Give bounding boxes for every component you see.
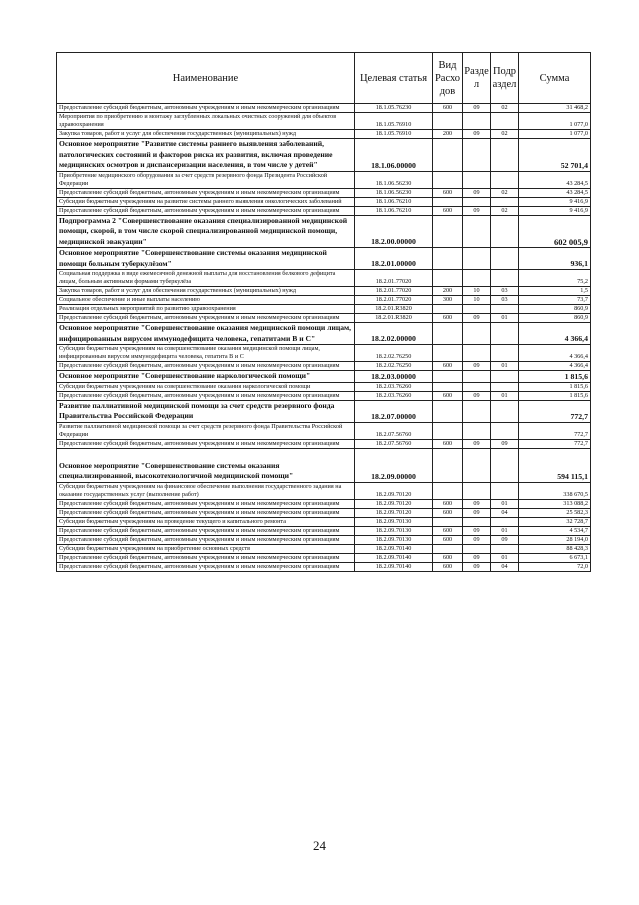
row-vid [433, 270, 463, 287]
row-article: 18.2.02.00000 [355, 323, 433, 345]
table-row [57, 422, 591, 439]
row-vid: 600 [433, 526, 463, 535]
row-razdel: 09 [463, 553, 491, 562]
row-razdel [463, 215, 491, 248]
row-sum: 6 673,1 [519, 553, 591, 562]
row-article: 18.2.09.70120 [355, 508, 433, 517]
row-name: Основное мероприятие "Совершенствование оказания медицинской помощи лицам, инфицированным вирусом иммунодефицита человека, гепатитами В и С" [57, 323, 355, 345]
row-podrazdel: 03 [491, 296, 519, 305]
row-name: Основное мероприятие "Совершенствование системы оказания специализированной, высокотехнологичной медицинской помощи" [57, 448, 355, 482]
row-name: Закупка товаров, работ и услуг для обеспечения государственных (муниципальных) нужд [57, 130, 355, 139]
row-sum: 860,9 [519, 314, 591, 323]
row-podrazdel [491, 448, 519, 482]
row-sum: 4 366,4 [519, 362, 591, 371]
row-vid [433, 544, 463, 553]
row-razdel: 09 [463, 188, 491, 197]
row-name: Развитие паллиативной медицинской помощи за счет средств резервного фонда Правительства Российской Федерации [57, 400, 355, 422]
row-name: Закупка товаров, работ и услуг для обеспечения государственных (муниципальных) нужд [57, 287, 355, 296]
row-razdel [463, 270, 491, 287]
row-vid: 600 [433, 206, 463, 215]
table-row [57, 400, 591, 422]
table-row [57, 314, 591, 323]
table-row [57, 139, 591, 172]
row-article: 18.2.07.56760 [355, 439, 433, 448]
row-article: 18.1.06.56230 [355, 171, 433, 188]
row-name: Субсидии бюджетным учреждениям на совершенствование оказания наркологической помощи [57, 382, 355, 391]
row-vid [433, 422, 463, 439]
row-podrazdel: 03 [491, 287, 519, 296]
table-row [57, 130, 591, 139]
row-article: 18.2.07.56760 [355, 422, 433, 439]
row-razdel [463, 345, 491, 362]
row-article: 18.2.02.76250 [355, 345, 433, 362]
row-name: Субсидии бюджетным учреждениям на развитие системы раннего выявления онкологических заболеваний [57, 197, 355, 206]
row-vid [433, 345, 463, 362]
table-body [57, 104, 591, 572]
row-article: 18.1.06.76210 [355, 197, 433, 206]
row-razdel [463, 113, 491, 130]
row-article: 18.2.01.77020 [355, 270, 433, 287]
row-podrazdel [491, 382, 519, 391]
table-row [57, 197, 591, 206]
row-sum: 4 366,4 [519, 345, 591, 362]
row-razdel [463, 197, 491, 206]
row-vid [433, 139, 463, 172]
row-sum: 88 428,3 [519, 544, 591, 553]
row-vid: 600 [433, 508, 463, 517]
row-podrazdel [491, 248, 519, 270]
row-podrazdel: 01 [491, 553, 519, 562]
row-name: Социальная поддержка в виде ежемесячной денежной выплаты для восстановления белкового дефицита лицам, больным активными формами туберкулёза [57, 270, 355, 287]
table-row [57, 517, 591, 526]
row-sum: 860,9 [519, 305, 591, 314]
row-podrazdel: 02 [491, 206, 519, 215]
row-name: Предоставление субсидий бюджетным, автономным учреждениям и иным некоммерческим организациям [57, 104, 355, 113]
row-name: Субсидии бюджетным учреждениям на финансовое обеспечение выполнения государственного задания на оказание государственных услуг (выполнение работ) [57, 482, 355, 499]
row-sum: 338 670,5 [519, 482, 591, 499]
row-article: 18.2.09.70140 [355, 562, 433, 571]
row-name: Реализация отдельных мероприятий по развитию здравоохранения [57, 305, 355, 314]
row-vid: 600 [433, 562, 463, 571]
row-vid: 600 [433, 439, 463, 448]
row-article: 18.2.01.00000 [355, 248, 433, 270]
row-sum: 73,7 [519, 296, 591, 305]
header-sum: Сумма [519, 53, 591, 104]
row-article: 18.2.02.76250 [355, 362, 433, 371]
header-article: Целевая статья [355, 53, 433, 104]
row-razdel: 09 [463, 391, 491, 400]
row-vid [433, 215, 463, 248]
row-vid [433, 482, 463, 499]
header-podrazdel: Подр аздел [491, 53, 519, 104]
row-name: Предоставление субсидий бюджетным, автономным учреждениям и иным некоммерческим организациям [57, 391, 355, 400]
table-row [57, 215, 591, 248]
row-vid: 600 [433, 535, 463, 544]
row-podrazdel [491, 422, 519, 439]
row-podrazdel: 01 [491, 391, 519, 400]
row-vid: 600 [433, 314, 463, 323]
row-name: Предоставление субсидий бюджетным, автономным учреждениям и иным некоммерческим организациям [57, 508, 355, 517]
table-row [57, 270, 591, 287]
row-sum: 31 468,2 [519, 104, 591, 113]
row-razdel [463, 382, 491, 391]
table-row [57, 553, 591, 562]
row-sum: 936,1 [519, 248, 591, 270]
row-sum: 772,7 [519, 400, 591, 422]
row-razdel: 10 [463, 287, 491, 296]
row-podrazdel: 01 [491, 499, 519, 508]
row-article: 18.2.09.70120 [355, 482, 433, 499]
row-vid: 600 [433, 188, 463, 197]
row-name: Предоставление субсидий бюджетным, автономным учреждениям и иным некоммерческим организациям [57, 526, 355, 535]
table-row [57, 248, 591, 270]
row-name: Предоставление субсидий бюджетным, автономным учреждениям и иным некоммерческим организациям [57, 562, 355, 571]
row-razdel: 09 [463, 206, 491, 215]
row-podrazdel: 02 [491, 104, 519, 113]
row-sum: 1 815,6 [519, 391, 591, 400]
table-row [57, 482, 591, 499]
row-vid [433, 382, 463, 391]
table-row [57, 499, 591, 508]
row-vid [433, 171, 463, 188]
row-name: Предоставление субсидий бюджетным, автономным учреждениям и иным некоммерческим организациям [57, 188, 355, 197]
row-vid [433, 113, 463, 130]
row-podrazdel [491, 345, 519, 362]
row-name: Субсидии бюджетным учреждениям на совершенствование оказания медицинской помощи лицам, инфицированным вирусом иммунодефицита человека, гепатита В и С [57, 345, 355, 362]
row-vid [433, 248, 463, 270]
row-name: Предоставление субсидий бюджетным, автономным учреждениям и иным некоммерческим организациям [57, 314, 355, 323]
row-sum: 594 115,1 [519, 448, 591, 482]
row-article: 18.2.09.70140 [355, 553, 433, 562]
row-article: 18.2.09.70130 [355, 526, 433, 535]
row-razdel: 09 [463, 104, 491, 113]
table-row [57, 371, 591, 383]
row-article: 18.2.09.00000 [355, 448, 433, 482]
row-podrazdel: 04 [491, 508, 519, 517]
row-podrazdel: 09 [491, 535, 519, 544]
row-vid [433, 517, 463, 526]
row-podrazdel [491, 305, 519, 314]
row-sum: 772,7 [519, 439, 591, 448]
row-podrazdel: 02 [491, 130, 519, 139]
row-razdel [463, 371, 491, 383]
row-sum: 32 728,7 [519, 517, 591, 526]
row-sum: 28 194,0 [519, 535, 591, 544]
table-row [57, 439, 591, 448]
table-row [57, 391, 591, 400]
row-vid: 600 [433, 104, 463, 113]
row-razdel: 09 [463, 499, 491, 508]
row-podrazdel: 01 [491, 526, 519, 535]
row-article: 18.1.06.56230 [355, 188, 433, 197]
row-sum: 75,2 [519, 270, 591, 287]
row-name: Предоставление субсидий бюджетным, автономным учреждениям и иным некоммерческим организациям [57, 362, 355, 371]
row-article: 18.2.01.R3820 [355, 314, 433, 323]
row-podrazdel [491, 197, 519, 206]
row-vid [433, 371, 463, 383]
row-podrazdel [491, 139, 519, 172]
table-row [57, 296, 591, 305]
row-article: 18.2.01.R3820 [355, 305, 433, 314]
row-name: Предоставление субсидий бюджетным, автономным учреждениям и иным некоммерческим организациям [57, 439, 355, 448]
table-row [57, 562, 591, 571]
row-name: Предоставление субсидий бюджетным, автономным учреждениям и иным некоммерческим организациям [57, 206, 355, 215]
row-podrazdel [491, 215, 519, 248]
row-article: 18.2.07.00000 [355, 400, 433, 422]
row-razdel: 09 [463, 526, 491, 535]
row-vid [433, 448, 463, 482]
row-name: Основное мероприятие "Совершенствование системы оказания медицинской помощи больным туберкулёзом" [57, 248, 355, 270]
row-name: Предоставление субсидий бюджетным, автономным учреждениям и иным некоммерческим организациям [57, 553, 355, 562]
table-row [57, 323, 591, 345]
row-razdel [463, 544, 491, 553]
row-sum: 1 815,6 [519, 382, 591, 391]
row-podrazdel [491, 371, 519, 383]
row-razdel [463, 482, 491, 499]
table-row [57, 362, 591, 371]
table-row [57, 206, 591, 215]
row-vid: 600 [433, 362, 463, 371]
row-razdel [463, 448, 491, 482]
row-sum: 52 701,4 [519, 139, 591, 172]
table-row [57, 544, 591, 553]
row-podrazdel [491, 517, 519, 526]
row-vid [433, 400, 463, 422]
table-row [57, 171, 591, 188]
row-razdel: 10 [463, 296, 491, 305]
row-razdel: 09 [463, 562, 491, 571]
row-podrazdel [491, 113, 519, 130]
row-razdel: 09 [463, 535, 491, 544]
row-vid [433, 323, 463, 345]
row-article: 18.2.01.77020 [355, 287, 433, 296]
row-name: Развитие паллиативной медицинской помощи за счет средств резервного фонда Правительства Российской Федерации [57, 422, 355, 439]
row-razdel: 09 [463, 362, 491, 371]
row-sum: 43 284,5 [519, 171, 591, 188]
row-razdel [463, 171, 491, 188]
row-article: 18.1.06.76210 [355, 206, 433, 215]
table-row [57, 508, 591, 517]
row-sum: 25 582,3 [519, 508, 591, 517]
row-article: 18.2.09.70120 [355, 499, 433, 508]
table-row [57, 448, 591, 482]
table-row [57, 287, 591, 296]
row-sum: 1 077,0 [519, 113, 591, 130]
row-vid: 600 [433, 553, 463, 562]
row-sum: 4 534,7 [519, 526, 591, 535]
row-razdel [463, 517, 491, 526]
row-name: Приобретение медицинского оборудования за счет средств резервного фонда Президента Российской Федерации [57, 171, 355, 188]
row-razdel [463, 422, 491, 439]
row-podrazdel [491, 482, 519, 499]
row-article: 18.1.06.00000 [355, 139, 433, 172]
row-vid [433, 197, 463, 206]
row-name: Субсидии бюджетным учреждениям на приобретение основных средств [57, 544, 355, 553]
row-article: 18.2.03.76260 [355, 382, 433, 391]
row-article: 18.1.05.76910 [355, 113, 433, 130]
row-name: Социальное обеспечение и иные выплаты населению [57, 296, 355, 305]
row-name: Предоставление субсидий бюджетным, автономным учреждениям и иным некоммерческим организациям [57, 535, 355, 544]
row-name: Мероприятия по приобретению и монтажу заглубленных локальных очистных сооружений для объектов здравоохранения [57, 113, 355, 130]
row-article: 18.2.09.70130 [355, 535, 433, 544]
row-article: 18.2.03.76260 [355, 391, 433, 400]
header-name: Наименование [57, 53, 355, 104]
row-sum: 772,7 [519, 422, 591, 439]
row-podrazdel [491, 400, 519, 422]
row-razdel: 09 [463, 439, 491, 448]
table-row [57, 104, 591, 113]
row-sum: 4 366,4 [519, 323, 591, 345]
row-name: Субсидии бюджетным учреждениям на проведение текущего и капитального ремонта [57, 517, 355, 526]
row-name: Предоставление субсидий бюджетным, автономным учреждениям и иным некоммерческим организациям [57, 499, 355, 508]
row-podrazdel [491, 544, 519, 553]
row-article: 18.2.09.70140 [355, 544, 433, 553]
table-row [57, 305, 591, 314]
row-razdel [463, 139, 491, 172]
row-podrazdel: 04 [491, 562, 519, 571]
row-razdel [463, 248, 491, 270]
header-vid: Вид Расхо дов [433, 53, 463, 104]
row-article: 18.2.09.70130 [355, 517, 433, 526]
table-row [57, 535, 591, 544]
row-podrazdel: 01 [491, 362, 519, 371]
table-header-row [57, 53, 591, 104]
row-podrazdel [491, 323, 519, 345]
row-sum: 1 077,0 [519, 130, 591, 139]
row-sum: 1,5 [519, 287, 591, 296]
row-sum: 72,0 [519, 562, 591, 571]
row-sum: 602 005,9 [519, 215, 591, 248]
header-razdel: Разде л [463, 53, 491, 104]
row-sum: 43 284,5 [519, 188, 591, 197]
row-sum: 9 416,9 [519, 206, 591, 215]
row-sum: 9 416,9 [519, 197, 591, 206]
row-name: Подпрограмма 2 "Совершенствование оказания специализированной медицинской помощи, скорой, в том числе скорой специализированной медицинской помощи, медицинской эвакуации" [57, 215, 355, 248]
row-podrazdel [491, 171, 519, 188]
row-sum: 313 088,2 [519, 499, 591, 508]
table-row [57, 382, 591, 391]
row-article: 18.2.01.77020 [355, 296, 433, 305]
row-razdel: 09 [463, 314, 491, 323]
table-row [57, 345, 591, 362]
budget-table [56, 52, 591, 572]
page-number: 24 [313, 838, 326, 853]
row-sum: 1 815,6 [519, 371, 591, 383]
row-vid: 200 [433, 130, 463, 139]
row-article: 18.1.05.76910 [355, 130, 433, 139]
row-article: 18.2.03.00000 [355, 371, 433, 383]
row-razdel [463, 323, 491, 345]
row-article: 18.2.00.00000 [355, 215, 433, 248]
table-row [57, 188, 591, 197]
row-vid [433, 305, 463, 314]
row-razdel: 09 [463, 508, 491, 517]
row-podrazdel: 09 [491, 439, 519, 448]
table-row [57, 526, 591, 535]
row-article: 18.1.05.76230 [355, 104, 433, 113]
table-row [57, 113, 591, 130]
row-name: Основное мероприятие "Развитие системы раннего выявления заболеваний, патологических состояний и факторов риска их развития, включая проведение медицинских осмотров и диспансеризации населения, в том числе у детей" [57, 139, 355, 172]
row-vid: 200 [433, 287, 463, 296]
row-podrazdel: 01 [491, 314, 519, 323]
row-vid: 300 [433, 296, 463, 305]
row-podrazdel: 02 [491, 188, 519, 197]
row-vid: 600 [433, 391, 463, 400]
row-vid: 600 [433, 499, 463, 508]
row-razdel: 09 [463, 130, 491, 139]
row-name: Основное мероприятие "Совершенствование наркологической помощи" [57, 371, 355, 383]
row-razdel [463, 305, 491, 314]
row-razdel [463, 400, 491, 422]
row-podrazdel [491, 270, 519, 287]
